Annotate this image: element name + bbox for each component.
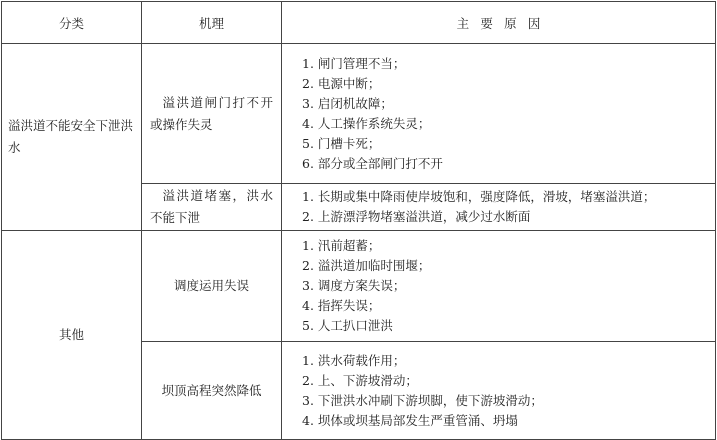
list-item: 3. 下泄洪水冲刷下游坝脚，使下游坡滑动； [302, 392, 543, 408]
list-item: 2. 上、下游坡滑动； [302, 372, 418, 388]
reasons-cell [282, 184, 716, 231]
header-row [2, 2, 716, 44]
reasons-cell [282, 342, 716, 440]
header-category: 分类 [2, 2, 142, 44]
mechanism-text: 坝顶高程突然降低 [161, 382, 262, 398]
list-item: 2. 电源中断； [302, 75, 381, 91]
mechanism-text: 调度运用失误 [173, 278, 249, 293]
header-mechanism: 机理 [142, 2, 282, 44]
list-item: 1. 闸门管理不当； [302, 55, 406, 71]
reasons-list [302, 54, 707, 174]
reasons-cell [282, 44, 716, 184]
list-item: 4. 人工操作系统失灵； [302, 115, 431, 131]
mechanism-cell [142, 184, 282, 231]
header-reasons: 主要原因 [282, 2, 716, 44]
list-item: 5. 门槽卡死； [302, 135, 381, 151]
list-item: 3. 调度方案失误； [302, 278, 406, 293]
list-item: 4. 坝体或坝基局部发生严重管涌、坍塌 [302, 412, 518, 428]
table-row [2, 44, 716, 184]
list-item: 5. 人工扒口泄洪 [302, 318, 393, 333]
mechanism-text: 溢洪道闸门打不开或操作失灵 [150, 94, 273, 132]
list-item: 1. 洪水荷载作用； [302, 352, 406, 368]
mechanism-cell [142, 231, 282, 342]
mechanism-cell [142, 44, 282, 184]
list-item: 1. 长期或集中降雨使岸坡饱和，强度降低，滑坡，堵塞溢洪道； [302, 189, 656, 204]
list-item: 6. 部分或全部闸门打不开 [302, 155, 443, 171]
list-item: 2. 溢洪道加临时围堰； [302, 258, 431, 273]
category-text: 其他 [58, 327, 84, 342]
mechanism-cell [142, 342, 282, 440]
category-cell [2, 44, 142, 231]
category-cell [2, 231, 142, 440]
failure-cause-table [1, 1, 716, 440]
reasons-list [302, 187, 707, 227]
mechanism-text: 溢洪道堵塞，洪水不能下泄 [150, 188, 273, 225]
reasons-cell [282, 231, 716, 342]
table-row [2, 231, 716, 342]
list-item: 1. 汛前超蓄； [302, 238, 381, 253]
list-item: 4. 指挥失误； [302, 298, 381, 313]
category-text: 溢洪道不能安全下泄洪水 [8, 118, 134, 155]
reasons-list [302, 236, 707, 336]
list-item: 2. 上游漂浮物堵塞溢洪道，减少过水断面 [302, 209, 531, 224]
list-item: 3. 启闭机故障； [302, 95, 393, 111]
reasons-list [302, 351, 707, 431]
